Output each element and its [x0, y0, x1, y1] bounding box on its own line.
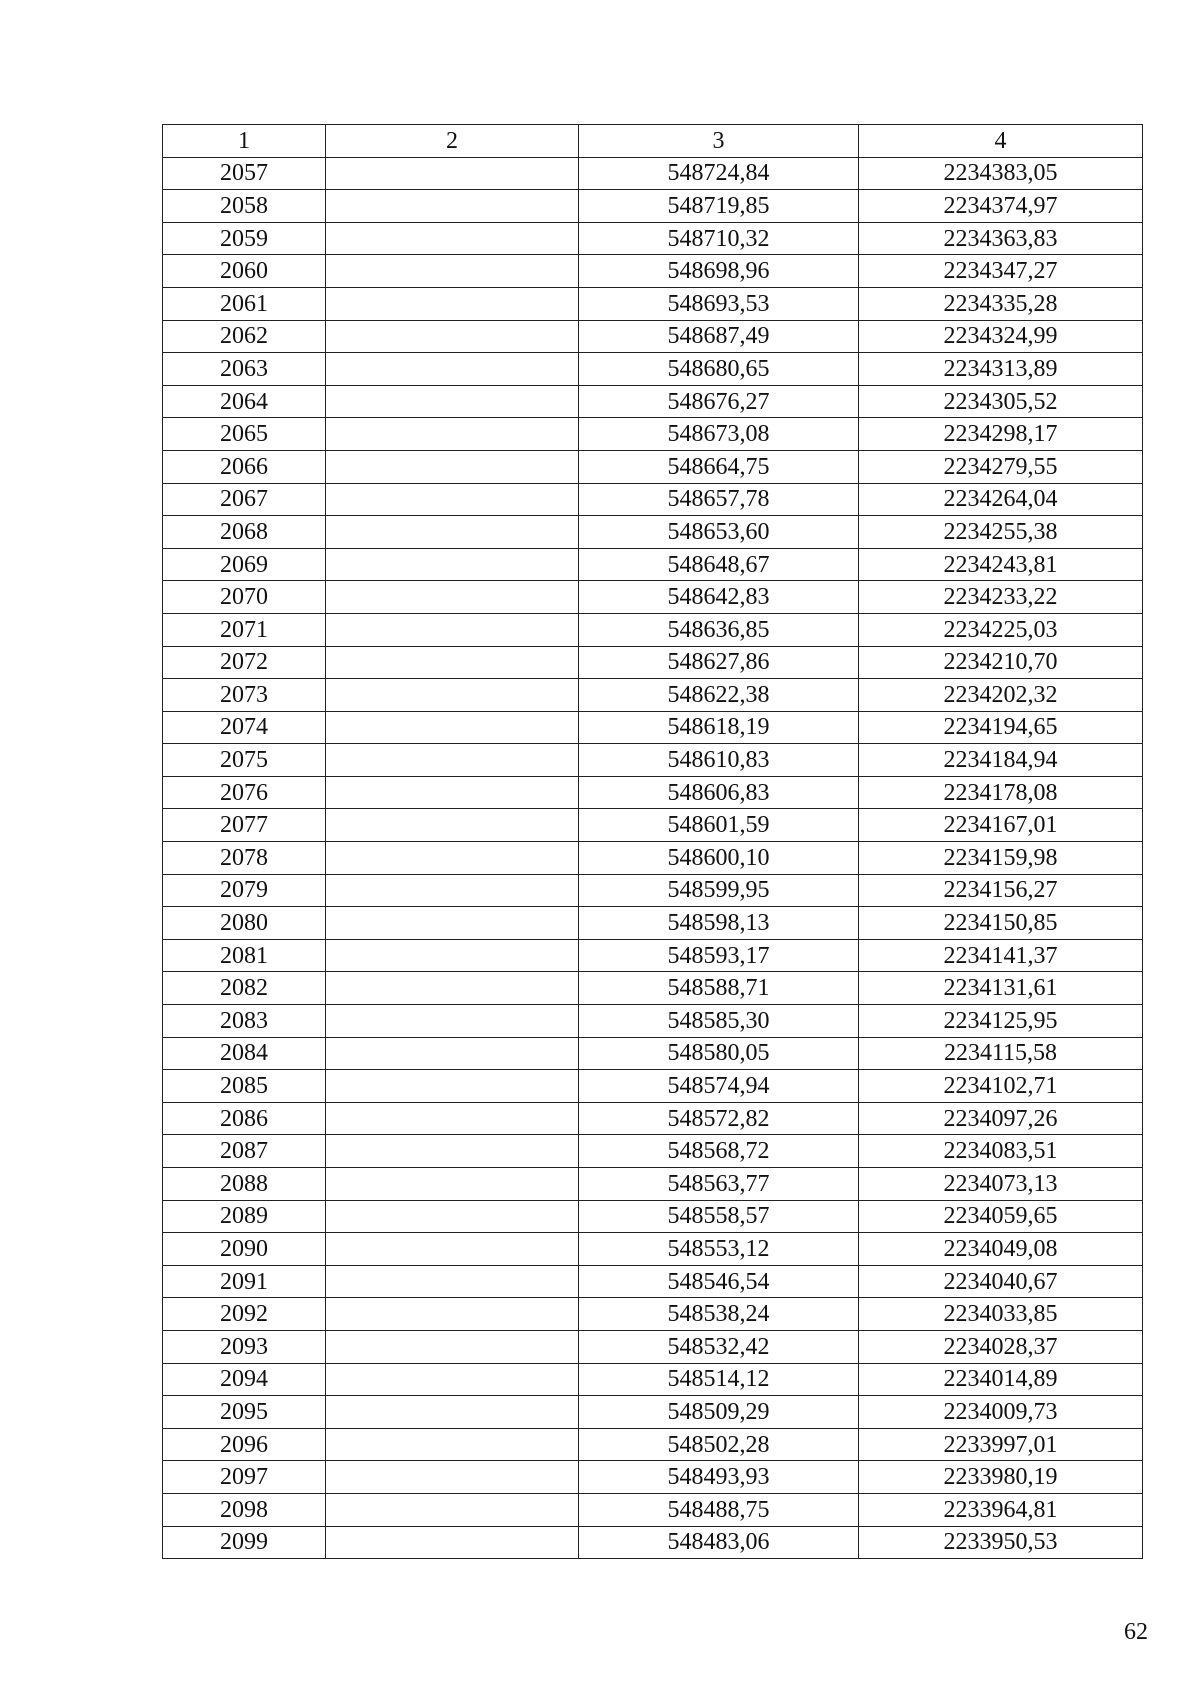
table-row: [163, 613, 1143, 646]
x-coordinate-cell: 548627,86: [579, 646, 859, 679]
table-row: [163, 516, 1143, 549]
table-row: [163, 548, 1143, 581]
x-coordinate-cell: 548719,85: [579, 190, 859, 223]
column-header-1: 1: [163, 125, 326, 158]
description-cell: [326, 320, 579, 353]
table-row: [163, 809, 1143, 842]
x-coordinate-cell: 548698,96: [579, 255, 859, 288]
point-number-cell: 2067: [163, 483, 326, 516]
description-cell: [326, 1396, 579, 1429]
table-row: [163, 1037, 1143, 1070]
point-number-cell: 2080: [163, 907, 326, 940]
table-row: [163, 1363, 1143, 1396]
description-cell: [326, 1330, 579, 1363]
column-header-4: 4: [859, 125, 1143, 158]
x-coordinate-cell: 548680,65: [579, 353, 859, 386]
x-coordinate-cell: 548580,05: [579, 1037, 859, 1070]
y-coordinate-cell: 2234040,67: [859, 1265, 1143, 1298]
point-number-cell: 2082: [163, 972, 326, 1005]
y-coordinate-cell: 2234383,05: [859, 157, 1143, 190]
y-coordinate-cell: 2233950,53: [859, 1526, 1143, 1559]
description-cell: [326, 939, 579, 972]
table-row: [163, 385, 1143, 418]
x-coordinate-cell: 548546,54: [579, 1265, 859, 1298]
x-coordinate-cell: 548598,13: [579, 907, 859, 940]
description-cell: [326, 1461, 579, 1494]
x-coordinate-cell: 548710,32: [579, 222, 859, 255]
point-number-cell: 2057: [163, 157, 326, 190]
page-number: 62: [1124, 1619, 1148, 1645]
x-coordinate-cell: 548618,19: [579, 711, 859, 744]
point-number-cell: 2069: [163, 548, 326, 581]
point-number-cell: 2065: [163, 418, 326, 451]
point-number-cell: 2083: [163, 1005, 326, 1038]
description-cell: [326, 613, 579, 646]
y-coordinate-cell: 2234313,89: [859, 353, 1143, 386]
description-cell: [326, 1005, 579, 1038]
x-coordinate-cell: 548600,10: [579, 842, 859, 875]
x-coordinate-cell: 548568,72: [579, 1135, 859, 1168]
point-number-cell: 2060: [163, 255, 326, 288]
x-coordinate-cell: 548657,78: [579, 483, 859, 516]
description-cell: [326, 711, 579, 744]
table-row: [163, 450, 1143, 483]
description-cell: [326, 287, 579, 320]
point-number-cell: 2058: [163, 190, 326, 223]
table-row: [163, 1200, 1143, 1233]
x-coordinate-cell: 548636,85: [579, 613, 859, 646]
table-row: [163, 581, 1143, 614]
description-cell: [326, 1233, 579, 1266]
point-number-cell: 2074: [163, 711, 326, 744]
x-coordinate-cell: 548483,06: [579, 1526, 859, 1559]
y-coordinate-cell: 2233980,19: [859, 1461, 1143, 1494]
point-number-cell: 2086: [163, 1102, 326, 1135]
table-row: [163, 842, 1143, 875]
x-coordinate-cell: 548687,49: [579, 320, 859, 353]
point-number-cell: 2064: [163, 385, 326, 418]
x-coordinate-cell: 548563,77: [579, 1168, 859, 1201]
description-cell: [326, 1168, 579, 1201]
description-cell: [326, 874, 579, 907]
description-cell: [326, 1298, 579, 1331]
y-coordinate-cell: 2233964,81: [859, 1493, 1143, 1526]
y-coordinate-cell: 2234049,08: [859, 1233, 1143, 1266]
point-number-cell: 2095: [163, 1396, 326, 1429]
x-coordinate-cell: 548664,75: [579, 450, 859, 483]
table-row: [163, 939, 1143, 972]
point-number-cell: 2084: [163, 1037, 326, 1070]
y-coordinate-cell: 2234243,81: [859, 548, 1143, 581]
table-row: [163, 418, 1143, 451]
table-row: [163, 646, 1143, 679]
table-body: [163, 157, 1143, 1559]
point-number-cell: 2090: [163, 1233, 326, 1266]
x-coordinate-cell: 548514,12: [579, 1363, 859, 1396]
description-cell: [326, 418, 579, 451]
x-coordinate-cell: 548593,17: [579, 939, 859, 972]
x-coordinate-cell: 548493,93: [579, 1461, 859, 1494]
description-cell: [326, 776, 579, 809]
column-header-2: 2: [326, 125, 579, 158]
point-number-cell: 2092: [163, 1298, 326, 1331]
y-coordinate-cell: 2234102,71: [859, 1070, 1143, 1103]
table-row: [163, 1396, 1143, 1429]
y-coordinate-cell: 2234210,70: [859, 646, 1143, 679]
table-row: [163, 320, 1143, 353]
y-coordinate-cell: 2234184,94: [859, 744, 1143, 777]
description-cell: [326, 222, 579, 255]
table-row: [163, 1233, 1143, 1266]
y-coordinate-cell: 2234279,55: [859, 450, 1143, 483]
description-cell: [326, 1526, 579, 1559]
table-row: [163, 679, 1143, 712]
point-number-cell: 2078: [163, 842, 326, 875]
point-number-cell: 2079: [163, 874, 326, 907]
y-coordinate-cell: 2234178,08: [859, 776, 1143, 809]
y-coordinate-cell: 2234264,04: [859, 483, 1143, 516]
description-cell: [326, 1428, 579, 1461]
point-number-cell: 2089: [163, 1200, 326, 1233]
x-coordinate-cell: 548599,95: [579, 874, 859, 907]
table-row: [163, 190, 1143, 223]
description-cell: [326, 972, 579, 1005]
point-number-cell: 2071: [163, 613, 326, 646]
x-coordinate-cell: 548676,27: [579, 385, 859, 418]
point-number-cell: 2085: [163, 1070, 326, 1103]
description-cell: [326, 483, 579, 516]
x-coordinate-cell: 548553,12: [579, 1233, 859, 1266]
table-row: [163, 1168, 1143, 1201]
table-row: [163, 1493, 1143, 1526]
y-coordinate-cell: 2234059,65: [859, 1200, 1143, 1233]
y-coordinate-cell: 2234335,28: [859, 287, 1143, 320]
table-row: [163, 1005, 1143, 1038]
point-number-cell: 2088: [163, 1168, 326, 1201]
point-number-cell: 2059: [163, 222, 326, 255]
x-coordinate-cell: 548488,75: [579, 1493, 859, 1526]
description-cell: [326, 157, 579, 190]
point-number-cell: 2081: [163, 939, 326, 972]
description-cell: [326, 353, 579, 386]
y-coordinate-cell: 2234202,32: [859, 679, 1143, 712]
x-coordinate-cell: 548648,67: [579, 548, 859, 581]
y-coordinate-cell: 2234125,95: [859, 1005, 1143, 1038]
x-coordinate-cell: 548673,08: [579, 418, 859, 451]
y-coordinate-cell: 2234167,01: [859, 809, 1143, 842]
description-cell: [326, 190, 579, 223]
point-number-cell: 2072: [163, 646, 326, 679]
point-number-cell: 2076: [163, 776, 326, 809]
point-number-cell: 2066: [163, 450, 326, 483]
y-coordinate-cell: 2234159,98: [859, 842, 1143, 875]
table-row: [163, 744, 1143, 777]
table-row: [163, 353, 1143, 386]
x-coordinate-cell: 548532,42: [579, 1330, 859, 1363]
table-row: [163, 1102, 1143, 1135]
point-number-cell: 2063: [163, 353, 326, 386]
y-coordinate-cell: 2234363,83: [859, 222, 1143, 255]
x-coordinate-cell: 548585,30: [579, 1005, 859, 1038]
description-cell: [326, 744, 579, 777]
point-number-cell: 2087: [163, 1135, 326, 1168]
table-row: [163, 222, 1143, 255]
y-coordinate-cell: 2233997,01: [859, 1428, 1143, 1461]
table-row: [163, 711, 1143, 744]
description-cell: [326, 1070, 579, 1103]
point-number-cell: 2099: [163, 1526, 326, 1559]
y-coordinate-cell: 2234374,97: [859, 190, 1143, 223]
point-number-cell: 2091: [163, 1265, 326, 1298]
table-row: [163, 1526, 1143, 1559]
x-coordinate-cell: 548601,59: [579, 809, 859, 842]
table-row: [163, 255, 1143, 288]
point-number-cell: 2094: [163, 1363, 326, 1396]
x-coordinate-cell: 548610,83: [579, 744, 859, 777]
point-number-cell: 2096: [163, 1428, 326, 1461]
x-coordinate-cell: 548724,84: [579, 157, 859, 190]
description-cell: [326, 1102, 579, 1135]
x-coordinate-cell: 548574,94: [579, 1070, 859, 1103]
y-coordinate-cell: 2234233,22: [859, 581, 1143, 614]
description-cell: [326, 1493, 579, 1526]
point-number-cell: 2093: [163, 1330, 326, 1363]
x-coordinate-cell: 548509,29: [579, 1396, 859, 1429]
point-number-cell: 2075: [163, 744, 326, 777]
table-row: [163, 287, 1143, 320]
x-coordinate-cell: 548588,71: [579, 972, 859, 1005]
description-cell: [326, 385, 579, 418]
y-coordinate-cell: 2234028,37: [859, 1330, 1143, 1363]
description-cell: [326, 646, 579, 679]
table-row: [163, 972, 1143, 1005]
table-row: [163, 1265, 1143, 1298]
y-coordinate-cell: 2234009,73: [859, 1396, 1143, 1429]
description-cell: [326, 516, 579, 549]
y-coordinate-cell: 2234225,03: [859, 613, 1143, 646]
table-row: [163, 1428, 1143, 1461]
description-cell: [326, 679, 579, 712]
description-cell: [326, 548, 579, 581]
description-cell: [326, 1135, 579, 1168]
description-cell: [326, 842, 579, 875]
x-coordinate-cell: 548606,83: [579, 776, 859, 809]
table-row: [163, 1135, 1143, 1168]
y-coordinate-cell: 2234194,65: [859, 711, 1143, 744]
column-header-3: 3: [579, 125, 859, 158]
y-coordinate-cell: 2234083,51: [859, 1135, 1143, 1168]
y-coordinate-cell: 2234033,85: [859, 1298, 1143, 1331]
point-number-cell: 2098: [163, 1493, 326, 1526]
description-cell: [326, 1363, 579, 1396]
description-cell: [326, 1037, 579, 1070]
point-number-cell: 2068: [163, 516, 326, 549]
description-cell: [326, 907, 579, 940]
y-coordinate-cell: 2234131,61: [859, 972, 1143, 1005]
x-coordinate-cell: 548653,60: [579, 516, 859, 549]
table-row: [163, 776, 1143, 809]
description-cell: [326, 450, 579, 483]
y-coordinate-cell: 2234115,58: [859, 1037, 1143, 1070]
point-number-cell: 2061: [163, 287, 326, 320]
table-row: [163, 874, 1143, 907]
y-coordinate-cell: 2234014,89: [859, 1363, 1143, 1396]
x-coordinate-cell: 548572,82: [579, 1102, 859, 1135]
y-coordinate-cell: 2234347,27: [859, 255, 1143, 288]
y-coordinate-cell: 2234150,85: [859, 907, 1143, 940]
table-row: [163, 1070, 1143, 1103]
x-coordinate-cell: 548502,28: [579, 1428, 859, 1461]
x-coordinate-cell: 548642,83: [579, 581, 859, 614]
y-coordinate-cell: 2234305,52: [859, 385, 1143, 418]
point-number-cell: 2062: [163, 320, 326, 353]
point-number-cell: 2097: [163, 1461, 326, 1494]
point-number-cell: 2077: [163, 809, 326, 842]
description-cell: [326, 1200, 579, 1233]
table-row: [163, 1461, 1143, 1494]
point-number-cell: 2070: [163, 581, 326, 614]
description-cell: [326, 581, 579, 614]
x-coordinate-cell: 548538,24: [579, 1298, 859, 1331]
y-coordinate-cell: 2234324,99: [859, 320, 1143, 353]
y-coordinate-cell: 2234255,38: [859, 516, 1143, 549]
y-coordinate-cell: 2234141,37: [859, 939, 1143, 972]
table-row: [163, 483, 1143, 516]
x-coordinate-cell: 548693,53: [579, 287, 859, 320]
table-header-row: [163, 125, 1143, 158]
description-cell: [326, 255, 579, 288]
table-row: [163, 1298, 1143, 1331]
description-cell: [326, 1265, 579, 1298]
x-coordinate-cell: 548558,57: [579, 1200, 859, 1233]
table-row: [163, 907, 1143, 940]
point-number-cell: 2073: [163, 679, 326, 712]
table-row: [163, 157, 1143, 190]
y-coordinate-cell: 2234073,13: [859, 1168, 1143, 1201]
table-row: [163, 1330, 1143, 1363]
coordinates-table: [162, 124, 1143, 1559]
y-coordinate-cell: 2234097,26: [859, 1102, 1143, 1135]
x-coordinate-cell: 548622,38: [579, 679, 859, 712]
description-cell: [326, 809, 579, 842]
y-coordinate-cell: 2234298,17: [859, 418, 1143, 451]
y-coordinate-cell: 2234156,27: [859, 874, 1143, 907]
